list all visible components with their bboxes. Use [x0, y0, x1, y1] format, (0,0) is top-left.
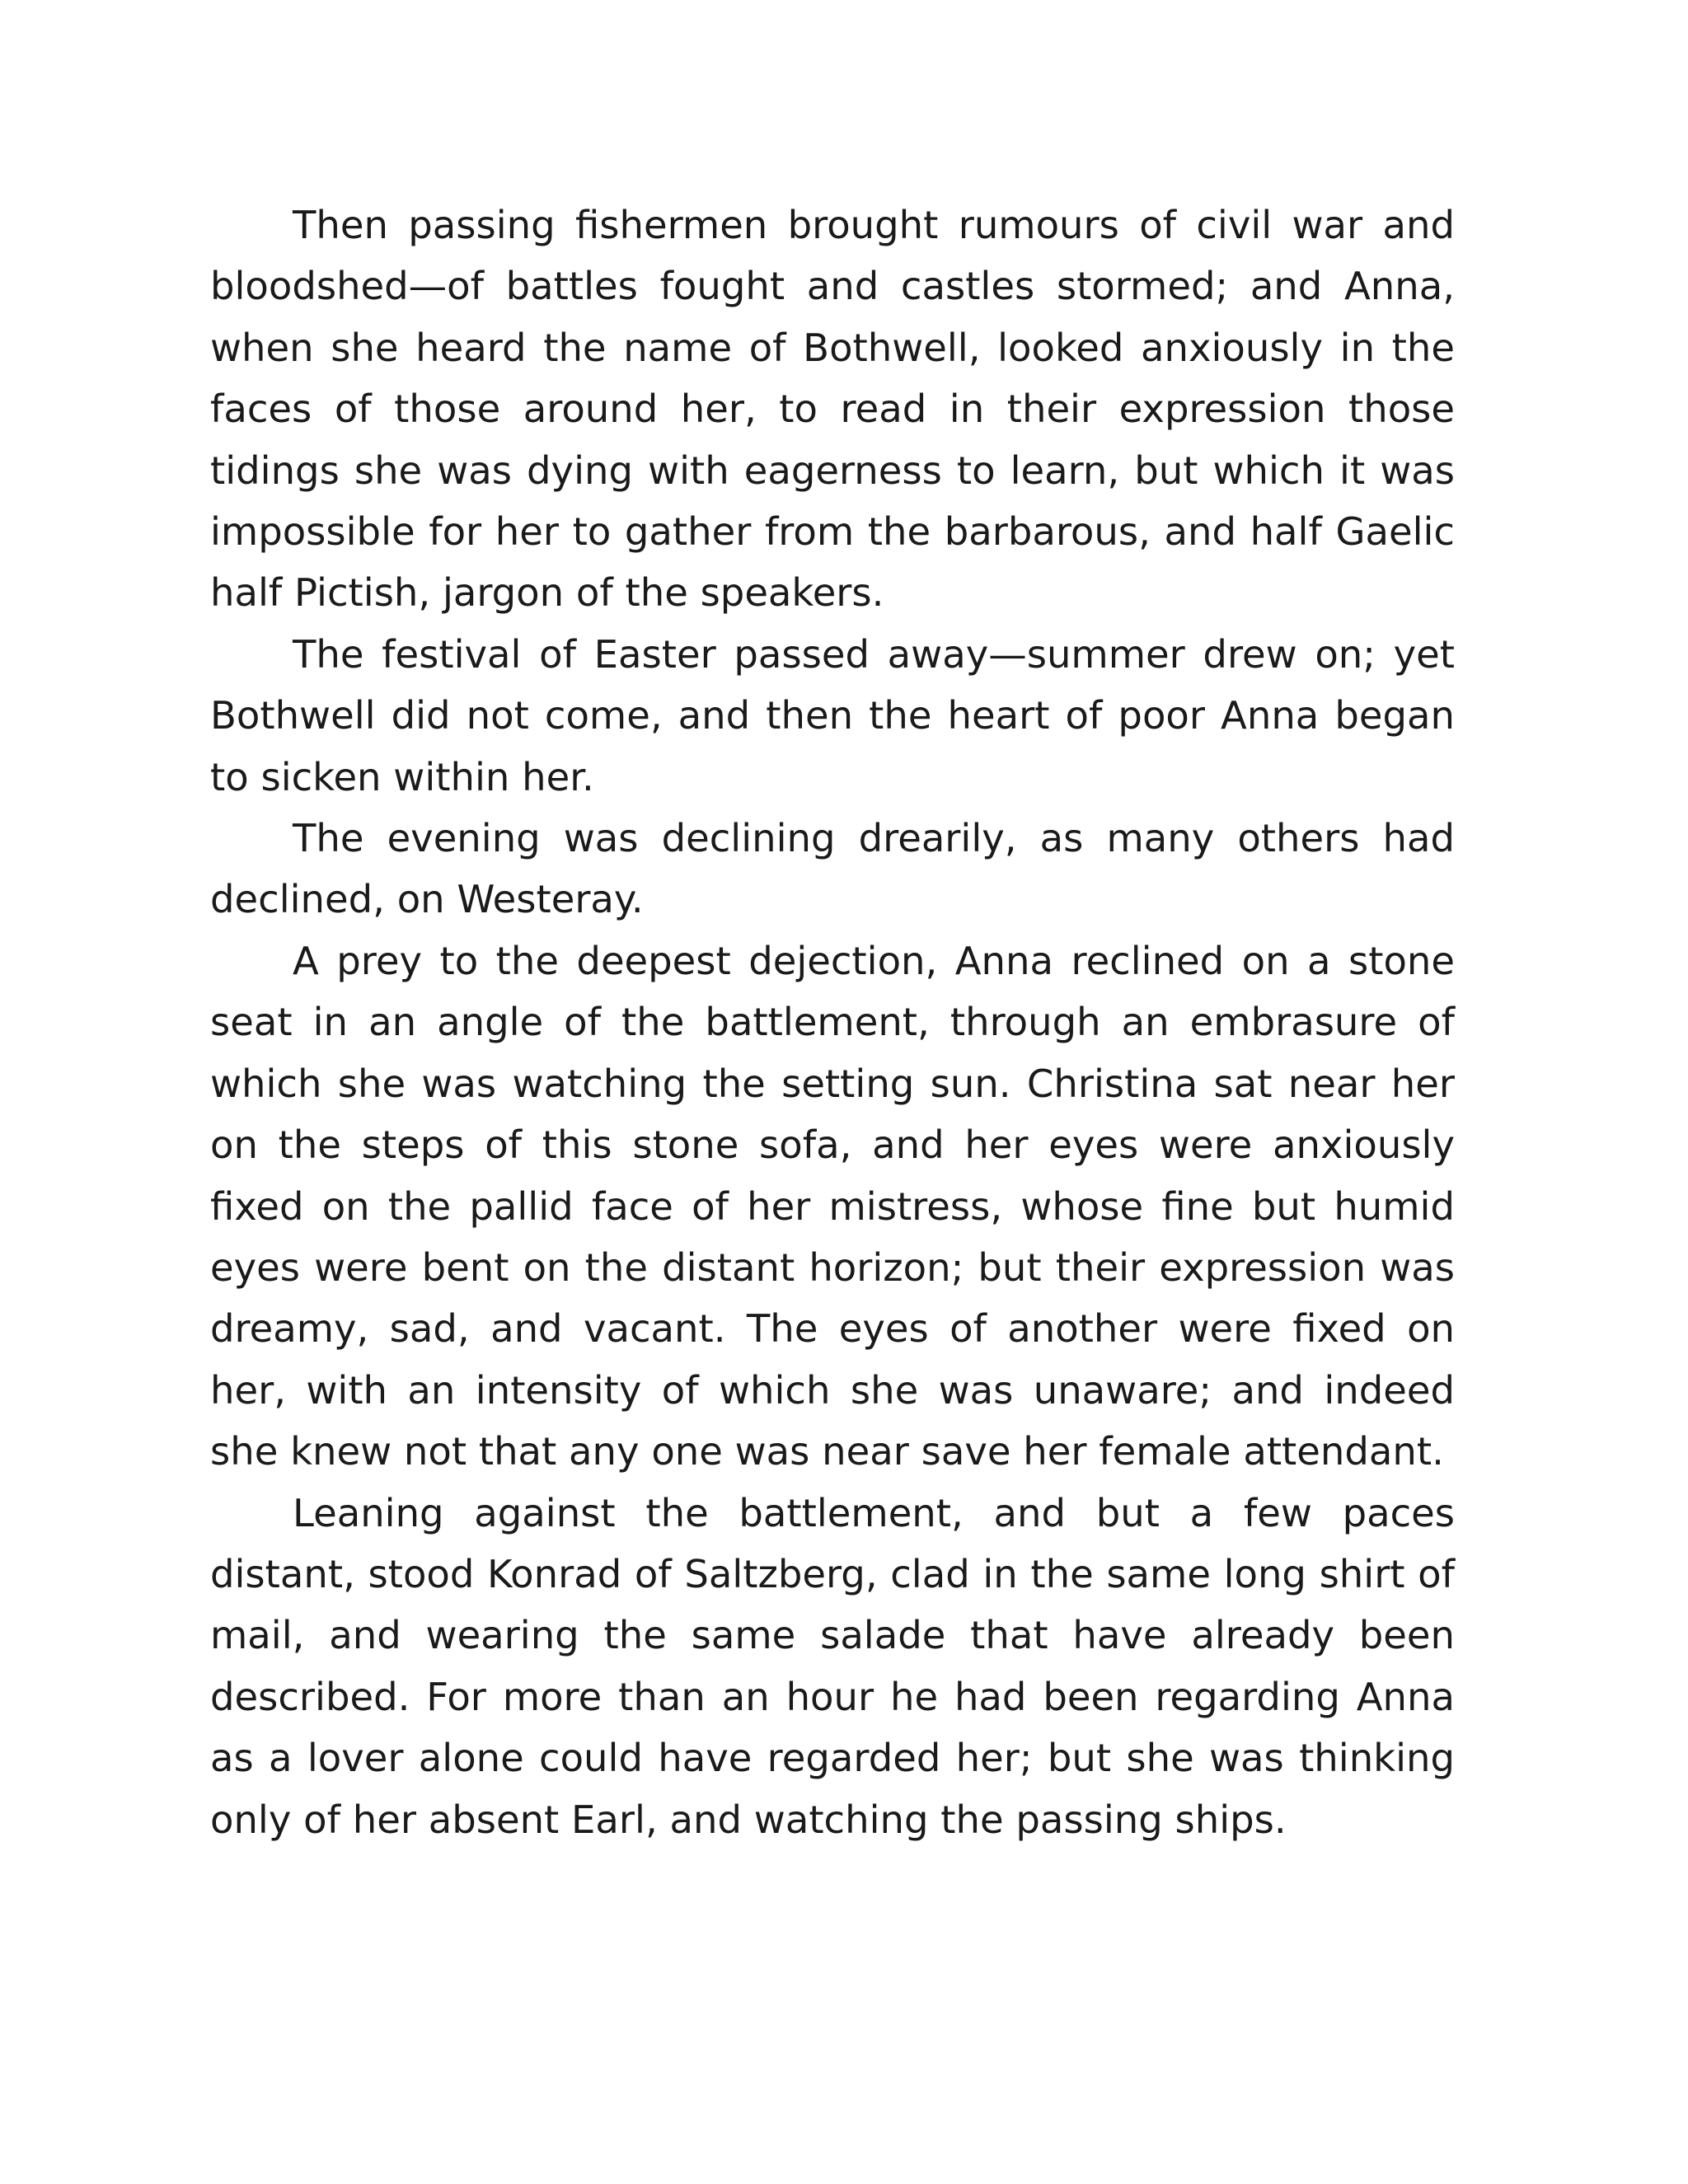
paragraph-2: The festival of Easter passed away—summer drew on; yet Bothwell did not come, and then the heart of poor Anna began to sicken within her. [210, 631, 1455, 799]
paragraph-4: A prey to the deepest dejection, Anna reclined on a stone seat in an angle of the battlement, through an embrasure of which she was watching the setting sun. Christina sat near her on the steps of this stone sofa, and her eyes were anxiously fixed on the pallid face of her mistress, whose fine but humid eyes were bent on the distant horizon; but their expression was dreamy, sad, and vacant. The eyes of another were fixed on her, with an intensity of which she was unaware; and indeed she knew not that any one was near save her female attendant. [210, 938, 1455, 1474]
paragraph-5: Leaning against the battlement, and but a few paces distant, stood Konrad of Saltzberg, clad in the same long shirt of mail, and wearing the same salade that have already been described. For more than an hour he had been regarding Anna as a lover alone could have regarded her; but she was thinking only of her absent Earl, and watching the passing ships. [210, 1490, 1455, 1842]
paragraph-3: The evening was declining drearily, as many others had declined, on Westeray. [210, 816, 1455, 922]
paragraph-1: Then passing fishermen brought rumours of civil war and bloodshed—of battles fought and castles stormed; and Anna, when she heard the name of Bothwell, looked anxiously in the faces of those around her, to read in their expression those tidings she was dying with eagerness to learn, but which it was impossible for her to gather from the barbarous, and half Gaelic half Pictish, jargon of the speakers. [210, 203, 1455, 616]
body-text [210, 194, 1455, 1850]
